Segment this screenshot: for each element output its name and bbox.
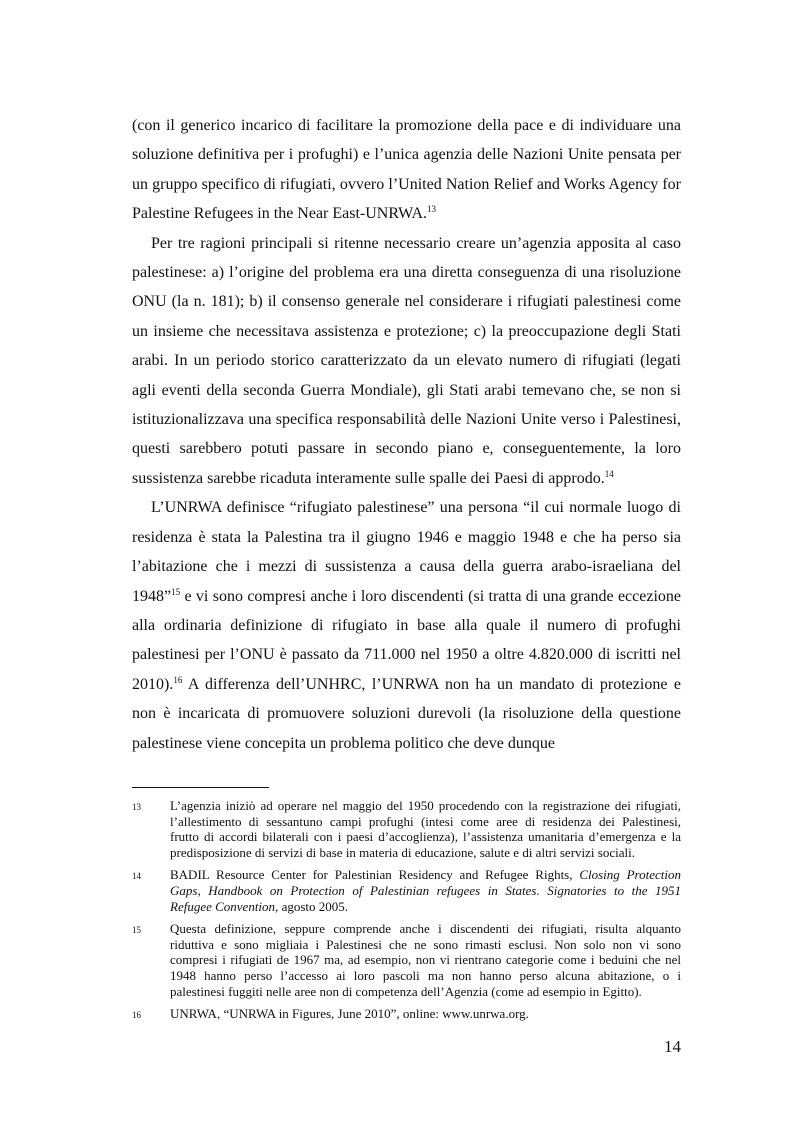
footnote-ref-13[interactable]: 13 — [427, 204, 437, 215]
paragraph-2 — [132, 229, 681, 494]
footnote-date: agosto 2005. — [278, 898, 349, 914]
footnote-title: Closing Protection — [579, 867, 681, 883]
footnote-line: UNRWA, “UNRWA in Figures, June 2010”, online: www.unrwa.org. — [170, 1006, 529, 1022]
paragraph-3-text-a: L’UNRWA definisce “rifugiato palestinese” una persona “il cui normale luogo di residenza è stata la Palestina tra il giugno 1946 e maggio 1948 e che ha perso sia l’abitazione che i mezzi di sussistenza a causa della guerra arabo-israeliana del 1948” — [132, 499, 681, 605]
footnote-text — [170, 867, 681, 914]
footnote-16 — [132, 1006, 681, 1022]
footnote-line: l’allestimento di sessantuno campi profughi (intesi come aree di residenza dei Palestinesi, — [170, 813, 681, 829]
paragraph-2-text: Per tre ragioni principali si ritenne necessario creare un’agenzia apposita al caso palestinese: a) l’origine del problema era una diretta conseguenza di una risoluzione ONU (la n. 181); b) il consenso generale nel considerare i rifugiati palestinesi come un insieme che necessitava assistenza e protezione; c) la preoccupazione degli Stati arabi. In un periodo storico caratterizzato da un elevato numero di rifugiati (legati agli eventi della seconda Guerra Mondiale), gli Stati arabi temevano che, se non si istituzionalizzava una specifica responsabilità delle Nazioni Unite verso i Palestinesi, questi sarebbero potuti passare in secondo piano e, conseguentemente, la loro sussistenza sarebbe ricaduta interamente sulle spalle dei Paesi di approdo. — [132, 234, 681, 487]
footnote-title: Refugee Convention, — [170, 898, 279, 914]
footnote-ref-16[interactable]: 16 — [173, 674, 183, 685]
footnote-15 — [132, 921, 681, 999]
footnote-line: palestinesi fuggiti nelle aree non di competenza dell’Agenzia (come ad esempio in Egitto). — [170, 983, 642, 999]
footnote-line: Questa definizione, seppure comprende anche i discendenti dei rifugiati, risulta alquanto — [170, 921, 681, 937]
footnote-text — [170, 798, 681, 860]
footnote-text — [170, 1006, 681, 1022]
footnote-number: 15 — [132, 925, 141, 936]
footnote-line: riduttiva e sono migliaia i Palestinesi che ne sono rimasti esclusi. Non solo non vi sono — [170, 936, 681, 952]
footnote-line: predisposizione di servizi di base in materia di educazione, salute e di altri servizi sociali. — [170, 844, 635, 860]
footnote-ref-14[interactable]: 14 — [604, 468, 614, 479]
footnote-line: 1948 hanno perso l’accesso ai loro pascoli ma non hanno perso alcuna abitazione, o i — [170, 967, 681, 983]
footnote-line: frutto di accordi bilaterali con i paesi d’accoglienza), l’assistenza umanitaria d’emergenza e la — [170, 829, 681, 845]
footnote-14 — [132, 867, 681, 914]
footnote-number: 16 — [132, 1010, 141, 1021]
footnote-source: BADIL Resource Center for Palestinian Residency and Refugee Rights, — [170, 867, 580, 883]
footnotes — [132, 798, 681, 1029]
footnote-number: 14 — [132, 871, 141, 882]
footnote-title: Gaps, Handbook on Protection of Palestinian refugees in States. Signatories to the 1951 — [170, 882, 681, 898]
paragraph-1 — [132, 111, 681, 229]
footnote-line — [170, 883, 681, 899]
footnote-line — [170, 899, 681, 915]
paragraph-3-text-b: e vi sono compresi anche i loro discendenti (si tratta di una grande eccezione alla ordinaria definizione di rifugiato in base alla quale il numero di profughi palestinesi per l’ONU è passato da 711.000 nel 1950 a oltre 4.820.000 di iscritti nel 2010). — [132, 587, 681, 693]
paragraph-1-text: (con il generico incarico di facilitare la promozione della pace e di individuare una soluzione definitiva per i profughi) e l’unica agenzia delle Nazioni Unite pensata per un gruppo specifico di rifugiati, ovvero l’United Nation Relief and Works Agency for Palestine Refugees in the Near East-UNRWA. — [132, 117, 681, 223]
footnote-number: 13 — [132, 802, 141, 812]
footnote-line — [170, 867, 681, 883]
footnote-separator — [132, 787, 269, 788]
footnote-ref-15[interactable]: 15 — [171, 586, 181, 597]
body-text — [132, 111, 681, 758]
paragraph-3 — [132, 493, 681, 758]
page-number: 14 — [664, 1037, 681, 1056]
footnote-line: compresi i rifugiati de 1967 ma, ad esempio, non vi rientrano categorie come i beduini che nel — [170, 952, 681, 968]
paragraph-3-text-c: A differenza dell’UNHRC, l’UNRWA non ha un mandato di protezione e non è incaricata di promuovere soluzioni durevoli (la risoluzione della questione palestinese viene concepita un problema politico che deve dunque — [132, 675, 681, 752]
footnote-line: L’agenzia iniziò ad operare nel maggio del 1950 procedendo con la registrazione dei rifugiati, — [170, 798, 681, 813]
footnote-text — [170, 921, 681, 999]
footnote-13 — [132, 798, 681, 860]
